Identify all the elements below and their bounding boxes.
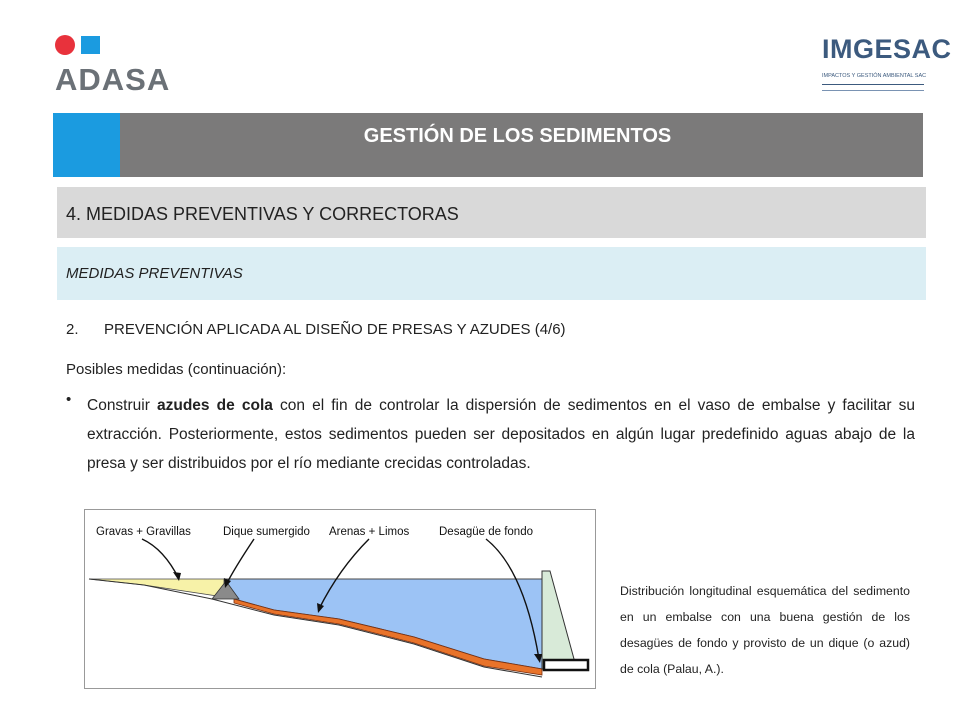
section-heading: 4. MEDIDAS PREVENTIVAS Y CORRECTORAS — [66, 204, 459, 224]
label-gravel: Gravas + Gravillas — [96, 526, 191, 538]
bullet-icon: • — [66, 391, 72, 408]
adasa-logo-mark — [54, 34, 104, 56]
imgesac-logo-text: IMGESAC — [822, 34, 952, 64]
bullet-paragraph — [87, 391, 915, 478]
bullet-prefix: Construir — [87, 397, 157, 414]
bullet-bold: azudes de cola — [157, 397, 273, 414]
reservoir-diagram — [84, 509, 596, 689]
label-dike: Dique sumergido — [223, 526, 310, 538]
item-heading: PREVENCIÓN APLICADA AL DISEÑO DE PRESAS Y AZUDES (4/6) — [104, 321, 566, 338]
figure-caption: Distribución longitudinal esquemática del sedimento en un embalse con una buena gestión de los desagües de fondo y provisto de un dique (o azud) de cola (Palau, A.). — [620, 584, 910, 676]
adasa-logo-text: ADASA — [55, 62, 171, 97]
subsection-heading: MEDIDAS PREVENTIVAS — [66, 265, 243, 282]
label-sand-silt: Arenas + Limos — [329, 526, 410, 538]
item-number: 2. — [66, 321, 79, 338]
label-outlet: Desagüe de fondo — [439, 526, 533, 538]
title-accent — [53, 113, 120, 177]
intro-text: Posibles medidas (continuación): — [66, 361, 287, 378]
bottom-outlet — [544, 660, 588, 670]
bullet-suffix: con el fin de controlar la dispersión de sedimentos en el vaso de embalse y facilitar su extracción. Posteriormente, estos sedimentos pueden ser depositados en algún lugar predefinido aguas abajo de la presa y ser distribuidos por el río mediante crecidas controladas. — [87, 397, 916, 472]
page-title: GESTIÓN DE LOS SEDIMENTOS — [363, 125, 672, 147]
imgesac-logo-line — [822, 90, 924, 91]
imgesac-logo-line — [822, 84, 924, 85]
imgesac-logo-subtitle: IMPACTOS Y GESTIÓN AMBIENTAL SAC — [822, 73, 927, 79]
